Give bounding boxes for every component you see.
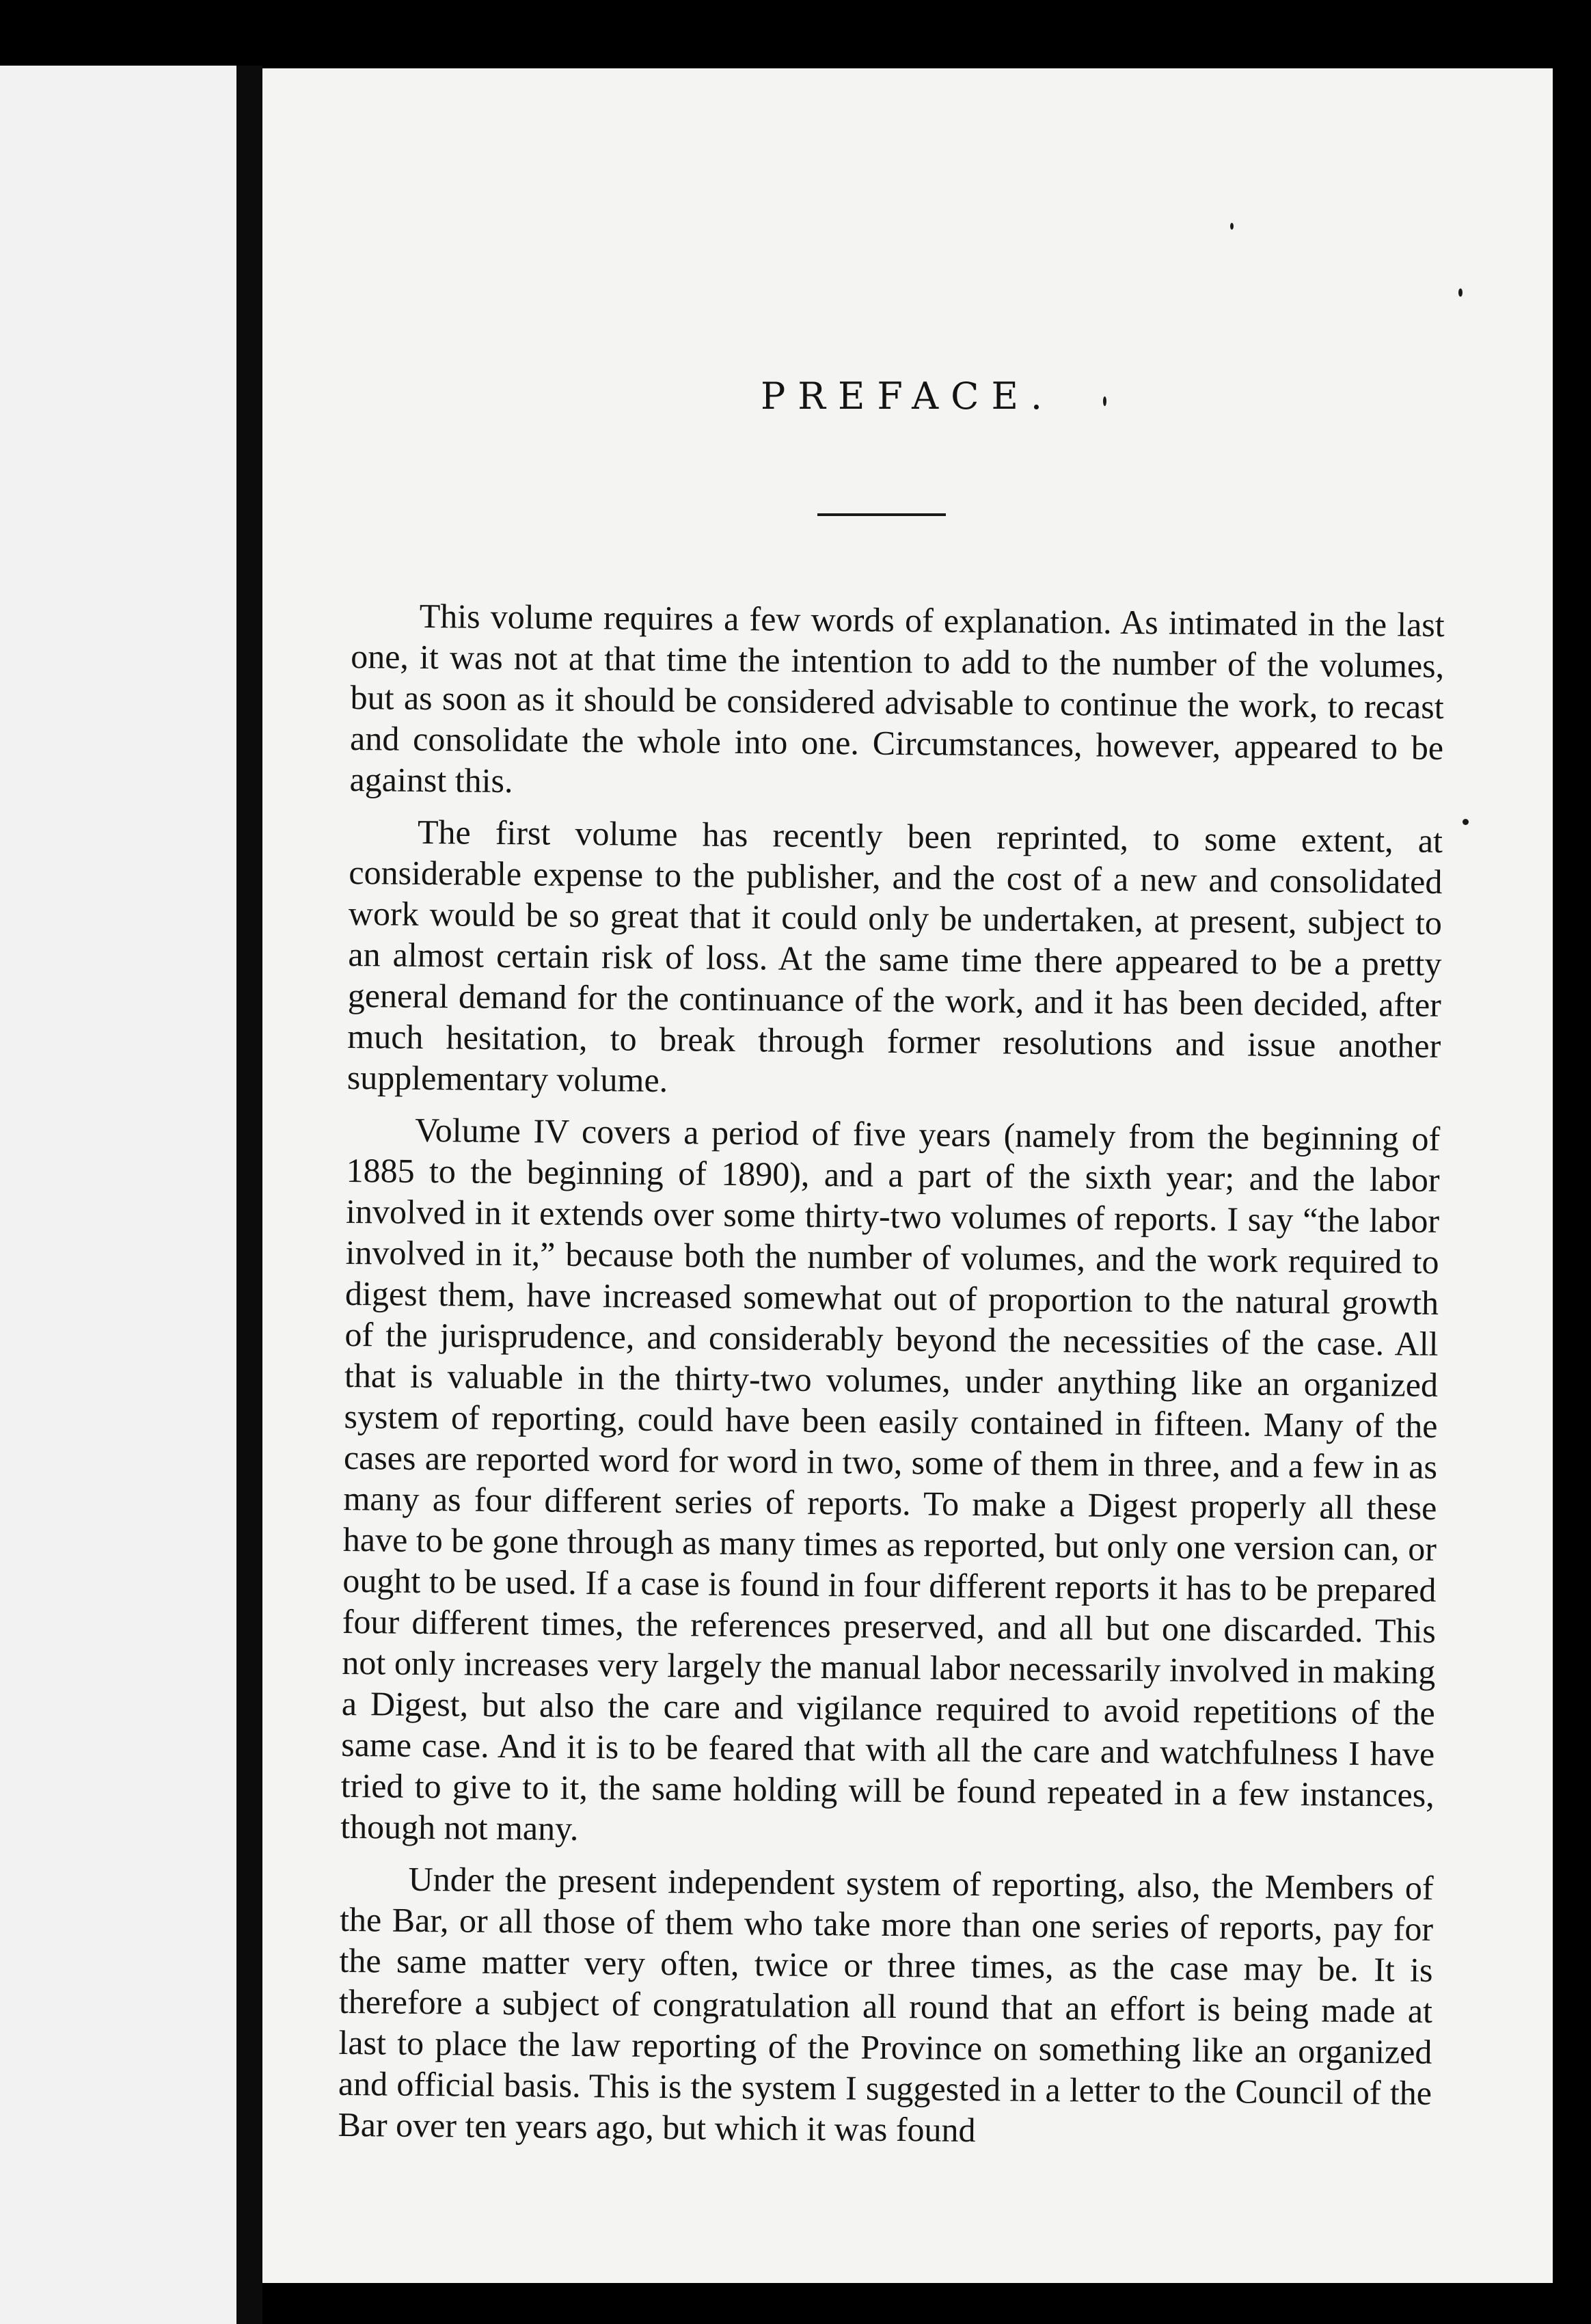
preface-body <box>338 595 1445 2165</box>
scan-speck <box>1463 819 1469 825</box>
binding-gutter <box>236 66 262 2324</box>
scan-speck <box>1458 288 1463 297</box>
paragraph-4: Under the present independent system of reporting, also, the Members of the Bar, or all those of them who take more than one series of reports, pay for the same matter very often, twice or three times, as the case may be. It is therefore a subject of congratulation all round that an effort is being made at last to place the law reporting of the Province on something like an organized and official basis. This is the system I suggested in a letter to the Council of the Bar over ten years ago, but which it was found <box>338 1859 1434 2150</box>
paragraph-1: This volume requires a few words of explanation. As intimated in the last one, it was not at that time the intention to add to the number of the volumes, but as soon as it should be considered advisable to continue the work, to recast and consolidate the whole into one. Circumstances, however, appeared to be against this. <box>349 596 1445 800</box>
page-title: PREFACE. <box>760 375 1055 418</box>
scan-speck <box>1230 223 1234 230</box>
paragraph-3: Volume IV covers a period of five years (namely from the beginning of 1885 to the beginning of 1890), and a part of the sixth year; and the labor involved in it extends over some thirty-two volumes of reports. I say “the labor involved in it,” because both the number of volumes, and the work required to digest them, have increased somewhat out of proportion to the natural growth of the jurisprudence, and considerably beyond the necessities of the case. All that is valuable in the thirty-two volumes, under anything like an organized system of reporting, could have been easily contained in fifteen. Many of the cases are reported word for word in two, some of them in three, and a few in as many as four different series of reports. To make a Digest properly all these have to be gone through as many times as reported, but only one version can, or ought to be used. If a case is found in four different reports it has to be prepared four different times, the references preserved, and all but one discarded. This not only increases very largely the manual labor necessarily involved in making a Digest, but also the care and vigilance required to avoid repetitions of the same case. And it is to be feared that with all the care and watchfulness I have tried to give to it, the same holding will be found repeated in a few instances, though not many. <box>340 1110 1441 1848</box>
facing-page-edge <box>0 66 236 2324</box>
preface-page <box>262 68 1553 2283</box>
title-rule <box>817 513 946 516</box>
scan-speck <box>1103 396 1106 406</box>
paragraph-2: The first volume has recently been reprinted, to some extent, at considerable expense to the publisher, and the cost of a new and consolidated work would be so great that it could only be undertaken, at present, subject to an almost certain risk of loss. At the same time there appeared to be a pretty general demand for the continuance of the work, and it has been decided, after much hesitation, to break through former resolutions and issue another supplementary volume. <box>346 812 1443 1100</box>
